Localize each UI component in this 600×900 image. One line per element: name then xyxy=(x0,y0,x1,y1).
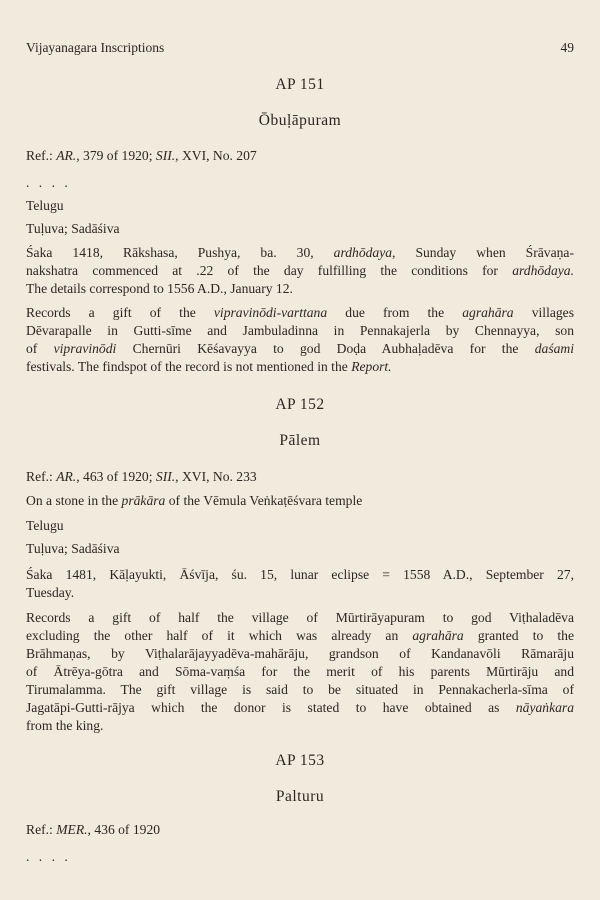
location-ap152: On a stone in the prākāra of the Vēmula Veṅkaṭēśvara temple xyxy=(26,493,363,508)
running-header xyxy=(26,40,574,56)
document-page: Vijayanagara Inscriptions 49 AP 151 Ōbuḷāpuram Ref.: AR., 379 of 1920; SII., XVI, No. 207 . . . . Telugu Tuḷuva; Sadāśiva Śaka 1418, Rākshasa, Pushya, ba. 30, ardhōdaya, Sunday when Śrāvaṇa- nakshatra commenced at .22 of the day fulfilling the conditions for ardhōdaya. The details correspond to 1556 A.D., January 12. Records a gift of the vipravinōdi-varttana due from the agrahāra villages Dēvarapalle in Gutti-sīme and Jambuladinna in Pennakajerla by Chennayya, son of vipravinōdi Chernūri Kēśavayya to god Doḍa Aubhaḷadēva for the daśami festivals. The findspot of the record is not mentioned in the Report. AP 152 Pālem Ref.: AR., 463 of 1920; SII., XVI, No. 233 On a stone in the prākāra of the Vēmula Veṅkaṭēśvara temple Telugu Tuḷuva; Sadāśiva Śaka 1481, Kāḷayukti, Āśvīja, śu. 15, lunar eclipse = 1558 A.D., September 27, Tuesday. Records a gift of half the village of Mūrtirāyapuram to god Viṭhaladēva excluding the other half of it which was already an agrahāra granted to the Brāhmaṇas, by Viṭhalarājayyadēva-mahārāju, grandson of Kandanavōli Rāmarāju of Ātrēya-gōtra and Sōma-vaṃśa for the merit of his parents Mūrtirāju and Tirumalamma. The gift village is said to be situated in Pennakacherla-sīma of Jagatāpi-Gutti-rājya which the donor is stated to have obtained as nāyaṅkara from the king. AP 153 Palturu Ref.: MER., 436 of 1920 . . . . xyxy=(0,0,600,900)
entry-id-ap153: AP 153 xyxy=(275,752,325,769)
reference-ap153: Ref.: MER., 436 of 1920 xyxy=(26,822,161,837)
place-name-ap153: Palturu xyxy=(275,788,325,805)
place-name-ap152: Pālem xyxy=(279,432,321,449)
dynasty-ap152: Tuḷuva; Sadāśiva xyxy=(26,541,120,556)
book-title: Vijayanagara Inscriptions xyxy=(26,40,165,55)
language-ap152: Telugu xyxy=(26,518,64,533)
reference-ap151: Ref.: AR., 379 of 1920; SII., XVI, No. 207 xyxy=(26,148,257,163)
entry-id-ap152: AP 152 xyxy=(275,396,325,413)
entry-id-ap151: AP 151 xyxy=(275,76,325,93)
reference-ap152: Ref.: AR., 463 of 1920; SII., XVI, No. 233 xyxy=(26,469,257,484)
ellipsis-ap151: . . . . xyxy=(26,175,71,190)
place-name-ap151: Ōbuḷāpuram xyxy=(258,112,342,129)
dynasty-ap151: Tuḷuva; Sadāśiva xyxy=(26,221,120,236)
ellipsis-ap153: . . . . xyxy=(26,849,71,864)
page-number: 49 xyxy=(560,40,574,55)
language-ap151: Telugu xyxy=(26,198,64,213)
